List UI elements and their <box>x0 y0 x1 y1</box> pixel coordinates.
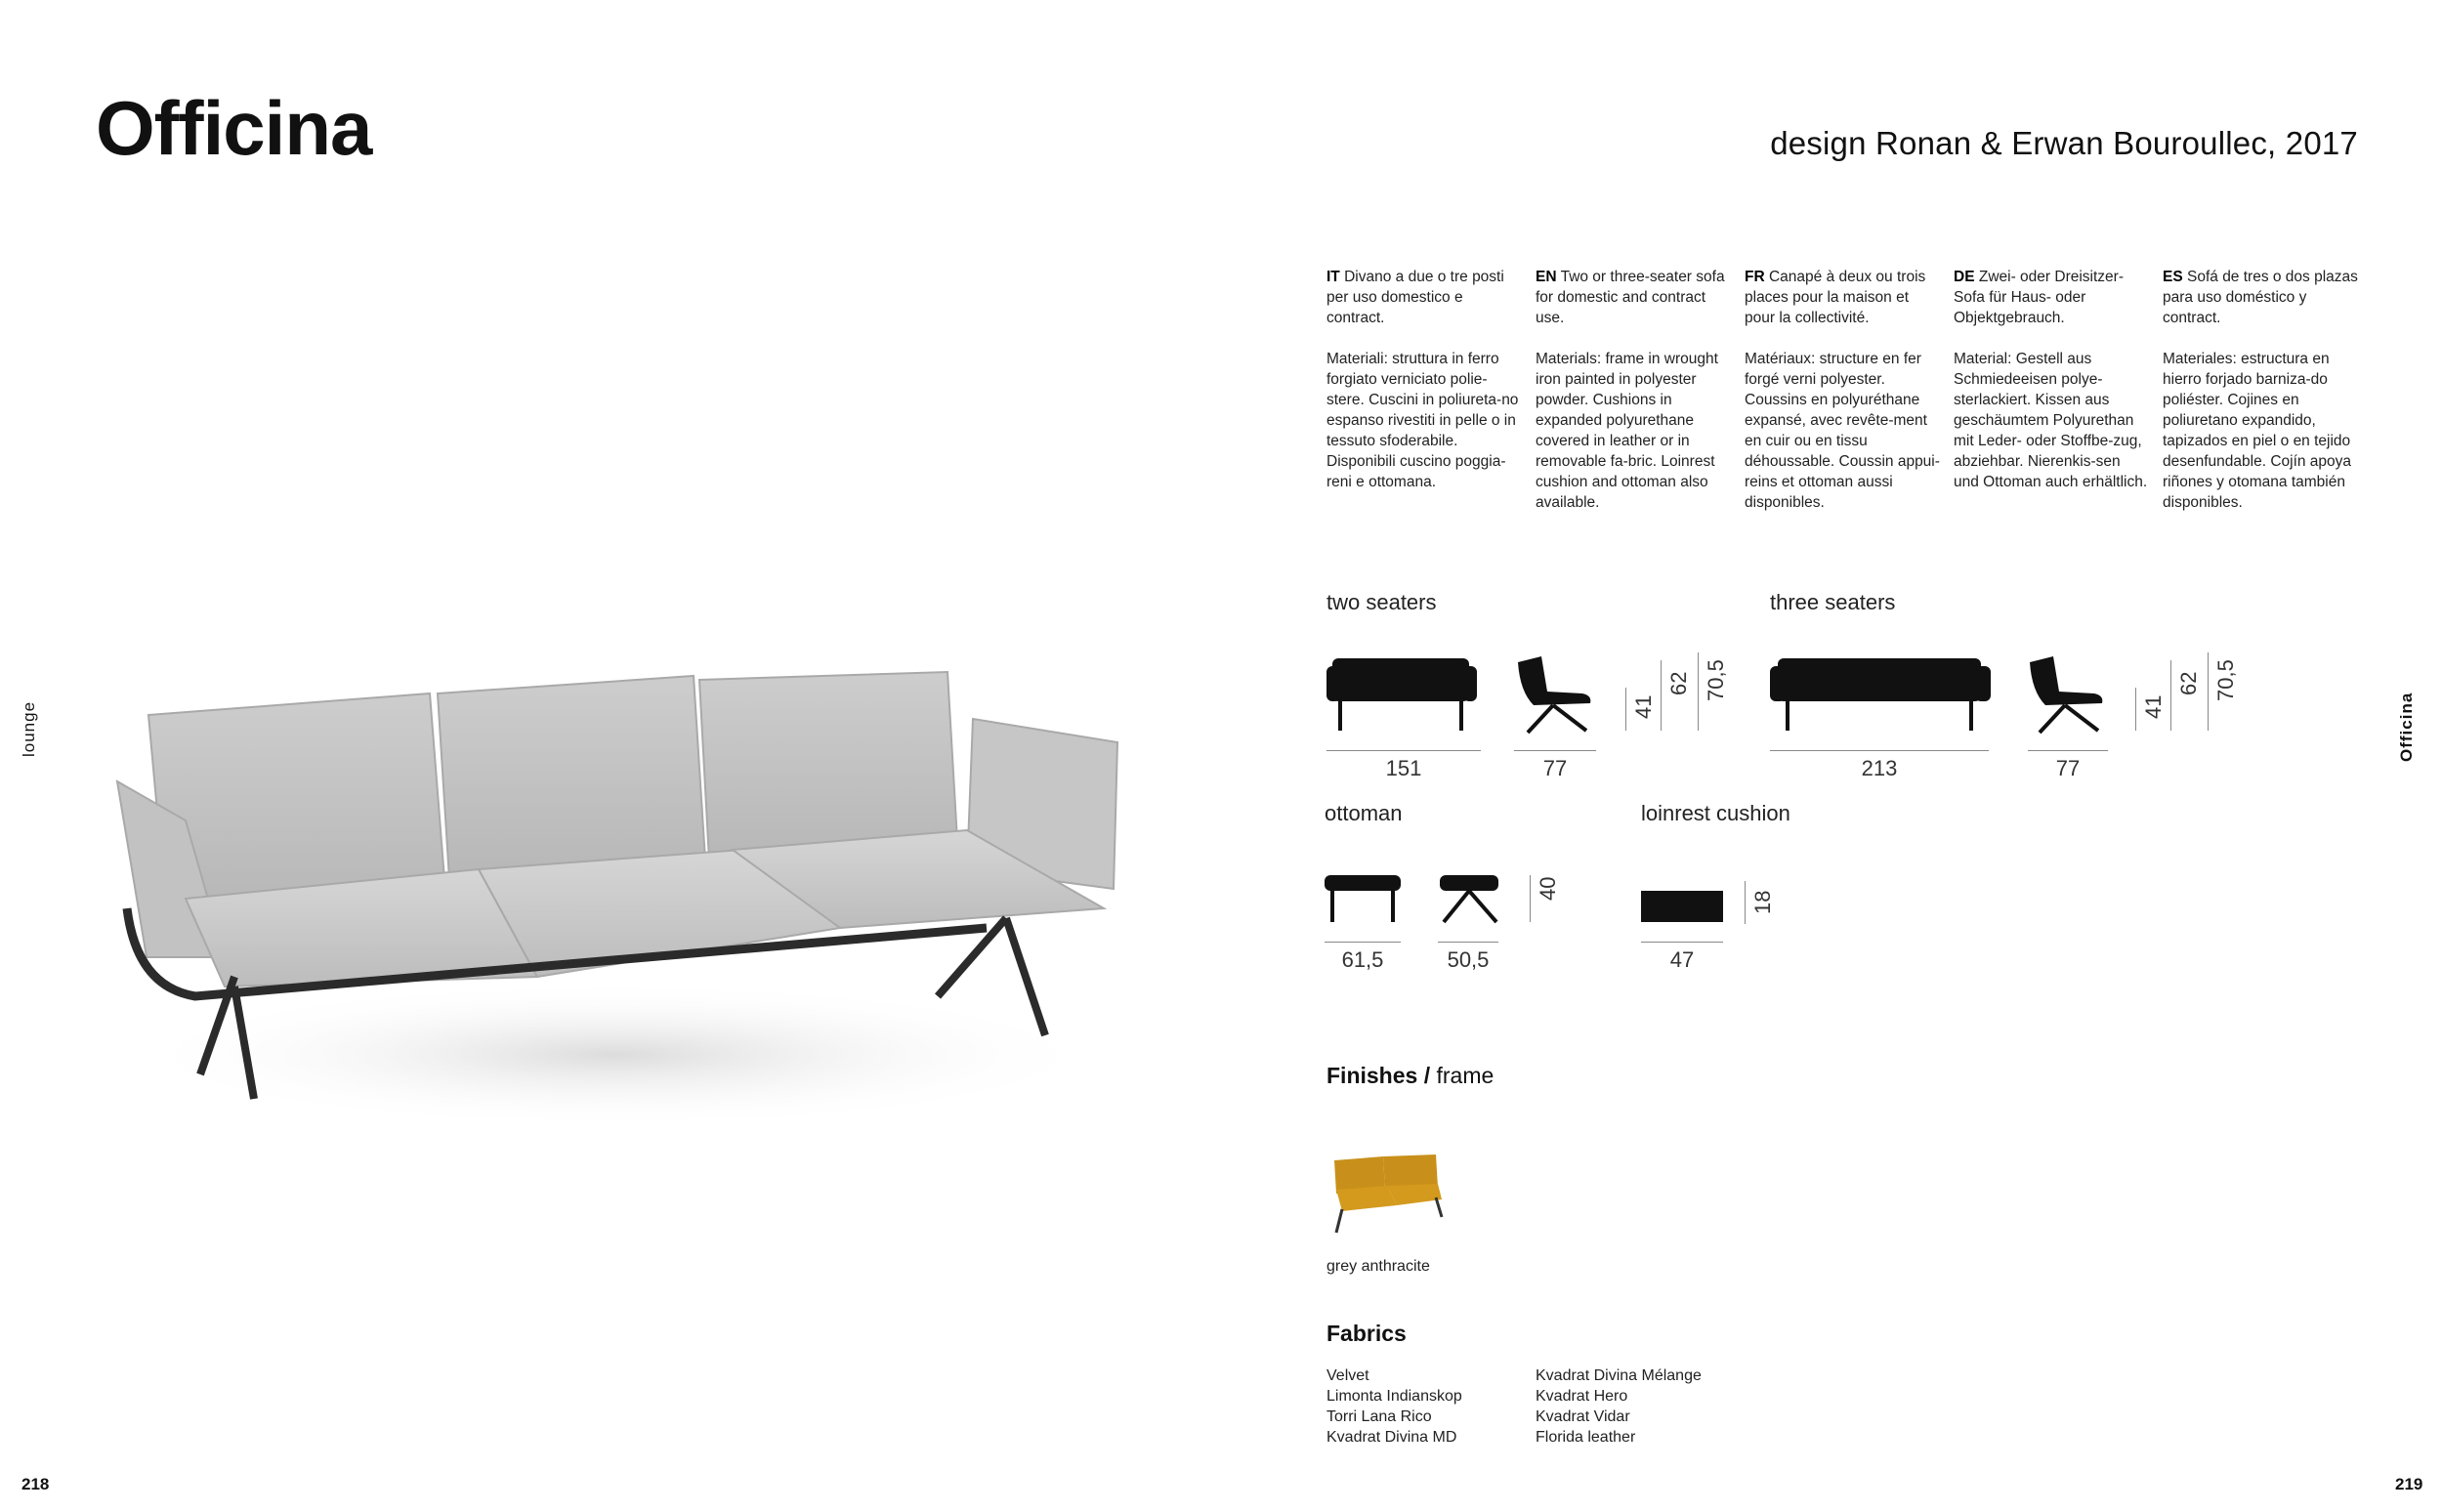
lang-code: EN <box>1536 269 1557 285</box>
three-seater-depth-rule <box>2028 750 2108 751</box>
sofa-photo <box>107 664 1143 1172</box>
fabrics-list-1 <box>1326 1365 1462 1448</box>
ottoman-front-icon <box>1325 871 1403 926</box>
lang-code: ES <box>2163 269 2183 285</box>
fabric-item: Velvet <box>1326 1367 1369 1384</box>
materials-text: Matériaux: structure en fer forgé verni polyester. Coussins en polyuréthane expansé, avec revête-ment en cuir ou en tissu déhoussable. Coussin appui-reins et ottoman aussi disponibles. <box>1745 351 1940 511</box>
three-seater-side-icon <box>2026 652 2114 735</box>
ottoman-label: ottoman <box>1325 801 1403 825</box>
three-seaters-label: three seaters <box>1770 590 1896 614</box>
two-seater-depth: 77 <box>1542 756 1568 780</box>
three-seater-width-rule <box>1770 750 1989 751</box>
three-seater-width: 213 <box>1861 756 1898 780</box>
loinrest-icon <box>1641 891 1723 922</box>
fabric-item: Kvadrat Divina Mélange <box>1536 1367 1702 1384</box>
two-seater-h1-rule <box>1625 688 1626 731</box>
two-seater-width: 151 <box>1385 756 1422 780</box>
designer-credit: design Ronan & Erwan Bouroullec, 2017 <box>1770 125 2358 161</box>
two-seater-side-icon <box>1514 652 1602 735</box>
fabric-item: Kvadrat Divina MD <box>1326 1429 1457 1446</box>
section-label-left: lounge <box>20 700 38 757</box>
loinrest-label: loinrest cushion <box>1641 801 1790 825</box>
lang-code: IT <box>1326 269 1340 285</box>
loinrest-height-rule <box>1745 881 1746 924</box>
ottoman-width: 61,5 <box>1341 947 1384 972</box>
description-es <box>2163 267 2358 533</box>
finish-swatch[interactable] <box>1326 1151 1446 1237</box>
ottoman-depth: 50,5 <box>1447 947 1490 972</box>
ottoman-height: 40 <box>1536 876 1560 901</box>
fabric-item: Florida leather <box>1536 1429 1636 1446</box>
three-seater-height-1: 41 <box>2141 694 2166 719</box>
page-number-left: 218 <box>21 1475 50 1493</box>
intro-text: Canapé à deux ou trois places pour la maison et pour la collectivité. <box>1745 269 1926 326</box>
two-seaters-label: two seaters <box>1326 590 1437 614</box>
three-seater-h2-rule <box>2170 660 2171 731</box>
intro-text: Two or three-seater sofa for domestic and contract use. <box>1536 269 1725 326</box>
description-en <box>1536 267 1731 533</box>
two-seater-height-1: 41 <box>1631 694 1656 719</box>
description-de <box>1954 267 2149 513</box>
loinrest-height: 18 <box>1750 890 1775 914</box>
fabric-item: Torri Lana Rico <box>1326 1408 1432 1425</box>
materials-text: Materials: frame in wrought iron painted in polyester powder. Cushions in expanded polyurethane covered in leather or in removable fa-bric. Loinrest cushion and ottoman also available. <box>1536 351 1718 511</box>
ottoman-depth-rule <box>1438 942 1498 943</box>
fabrics-title: Fabrics <box>1326 1321 1407 1346</box>
two-seater-h3-rule <box>1698 652 1699 731</box>
finishes-title <box>1326 1063 1494 1089</box>
description-fr <box>1745 267 1940 533</box>
two-seater-height-3: 70,5 <box>1704 659 1728 701</box>
finish-swatch-label: grey anthracite <box>1326 1258 1430 1275</box>
three-seater-h1-rule <box>2135 688 2136 731</box>
materials-text: Materiali: struttura in ferro forgiato verniciato polie-stere. Cuscini in poliureta-no espanso rivestiti in pelle o in tessuto sfoderabile. Disponibili cuscino poggia-reni e ottomana. <box>1326 351 1519 490</box>
ottoman-height-rule <box>1530 875 1531 922</box>
two-seater-width-rule <box>1326 750 1481 751</box>
page-number-right: 219 <box>2395 1475 2423 1493</box>
finishes-title-bold: Finishes / <box>1326 1063 1431 1088</box>
three-seater-h3-rule <box>2208 652 2209 731</box>
description-it <box>1326 267 1522 513</box>
two-seater-h2-rule <box>1661 660 1662 731</box>
section-label-right: Officina <box>2397 692 2416 762</box>
materials-text: Materiales: estructura en hierro forjado barniza-do poliéster. Cojines en poliuretano expandido, tapizados en piel o en tejido desenfundable. Cojín apoya riñones y otomana también disponibles. <box>2163 351 2352 511</box>
fabrics-list-2 <box>1536 1365 1702 1448</box>
ottoman-side-icon <box>1438 871 1502 926</box>
lang-code: DE <box>1954 269 1975 285</box>
intro-text: Divano a due o tre posti per uso domestico e contract. <box>1326 269 1504 326</box>
ottoman-width-rule <box>1325 942 1401 943</box>
loinrest-width-rule <box>1641 942 1723 943</box>
fabric-item: Kvadrat Hero <box>1536 1388 1628 1405</box>
lang-code: FR <box>1745 269 1765 285</box>
intro-text: Sofá de tres o dos plazas para uso doméstico y contract. <box>2163 269 2358 326</box>
two-seater-height-2: 62 <box>1666 671 1691 695</box>
fabric-item: Limonta Indianskop <box>1326 1388 1462 1405</box>
materials-text: Material: Gestell aus Schmiedeeisen polye-sterlackiert. Kissen aus geschäumtem Polyurethan mit Leder- oder Stoffbe-zug, abziehbar. Nierenkis-sen und Ottoman auch erhältlich. <box>1954 351 2148 490</box>
three-seater-height-2: 62 <box>2176 671 2201 695</box>
two-seater-depth-rule <box>1514 750 1596 751</box>
intro-text: Zwei- oder Dreisitzer-Sofa für Haus- oder Objektgebrauch. <box>1954 269 2124 326</box>
three-seater-depth: 77 <box>2055 756 2081 780</box>
three-seater-height-3: 70,5 <box>2213 659 2238 701</box>
two-seater-front-icon <box>1326 652 1483 735</box>
three-seater-front-icon <box>1770 652 1995 735</box>
page-title: Officina <box>96 85 372 171</box>
finishes-title-light: frame <box>1430 1063 1495 1088</box>
fabric-item: Kvadrat Vidar <box>1536 1408 1630 1425</box>
loinrest-width: 47 <box>1669 947 1695 972</box>
